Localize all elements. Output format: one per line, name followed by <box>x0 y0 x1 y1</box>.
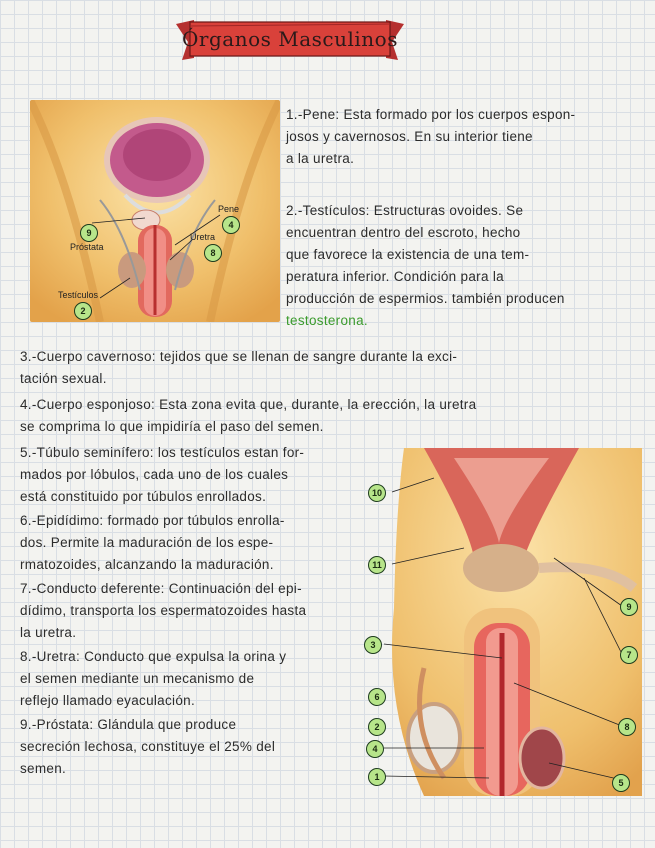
anatomy-figure-detail <box>364 448 642 796</box>
anatomy-figure-front <box>30 100 280 322</box>
item-line: 2.-Testículos: Estructuras ovoides. Se <box>286 203 524 218</box>
item-line: tación sexual. <box>20 371 107 386</box>
item-7 <box>20 578 365 644</box>
marker-2: 2 <box>368 718 386 736</box>
marker-8: 8 <box>618 718 636 736</box>
item-line: 8.-Uretra: Conducto que expulsa la orina y <box>20 649 287 664</box>
item-line: testosterona. <box>286 313 368 328</box>
item-line: a la uretra. <box>286 151 355 166</box>
item-2 <box>286 200 650 332</box>
item-line: está constituido por túbulos enrollados. <box>20 489 267 504</box>
marker-uretra: 8 <box>204 244 222 262</box>
item-line: que favorece la existencia de una tem- <box>286 247 530 262</box>
label-testiculos: Testículos <box>58 290 99 300</box>
item-line: encuentran dentro del escroto, hecho <box>286 225 521 240</box>
item-line: rmatozoides, alcanzando la maduración. <box>20 557 274 572</box>
marker-prostata: 9 <box>80 224 98 242</box>
marker-10: 10 <box>368 484 386 502</box>
marker-1: 1 <box>368 768 386 786</box>
item-line: la uretra. <box>20 625 77 640</box>
item-3 <box>20 346 648 390</box>
label-prostata: Próstata <box>70 242 104 252</box>
item-line: 5.-Túbulo seminífero: los testículos estan for- <box>20 445 305 460</box>
marker-3: 3 <box>364 636 382 654</box>
item-1 <box>286 104 650 170</box>
item-8 <box>20 646 365 712</box>
item-line: producción de espermios. también producen <box>286 291 565 306</box>
item-4 <box>20 394 648 438</box>
marker-testiculos: 2 <box>74 302 92 320</box>
item-6 <box>20 510 365 576</box>
item-line: dídimo, transporta los espermatozoides hasta <box>20 603 307 618</box>
marker-11: 11 <box>368 556 386 574</box>
label-pene: Pene <box>218 204 240 214</box>
item-line: 7.-Conducto deferente: Continuación del epi- <box>20 581 302 596</box>
marker-pene: 4 <box>222 216 240 234</box>
item-line: peratura inferior. Condición para la <box>286 269 504 284</box>
item-line: mados por lóbulos, cada uno de los cuales <box>20 467 289 482</box>
item-line: dos. Permite la maduración de los espe- <box>20 535 274 550</box>
page-title: Órganos Masculinos <box>182 27 398 51</box>
item-line: 1.-Pene: Esta formado por los cuerpos espon- <box>286 107 576 122</box>
item-line: reflejo llamado eyaculación. <box>20 693 195 708</box>
item-9 <box>20 714 365 780</box>
marker-9: 9 <box>620 598 638 616</box>
label-uretra: Uretra <box>190 232 216 242</box>
marker-5: 5 <box>612 774 630 792</box>
marker-7: 7 <box>620 646 638 664</box>
item-line: 9.-Próstata: Glándula que produce <box>20 717 237 732</box>
item-line: 4.-Cuerpo esponjoso: Esta zona evita que, durante, la erección, la uretra <box>20 397 477 412</box>
item-line: 6.-Epidídimo: formado por túbulos enrolla- <box>20 513 285 528</box>
item-line: josos y cavernosos. En su interior tiene <box>286 129 533 144</box>
item-line: 3.-Cuerpo cavernoso: tejidos que se llenan de sangre durante la exci- <box>20 349 458 364</box>
item-line: se comprima lo que impidiría el paso del semen. <box>20 419 324 434</box>
item-line: el semen mediante un mecanismo de <box>20 671 255 686</box>
item-5 <box>20 442 365 508</box>
marker-6: 6 <box>368 688 386 706</box>
item-line: secreción lechosa, constituye el 25% del <box>20 739 276 754</box>
marker-4: 4 <box>366 740 384 758</box>
item-line: semen. <box>20 761 67 776</box>
title-banner <box>176 18 404 62</box>
